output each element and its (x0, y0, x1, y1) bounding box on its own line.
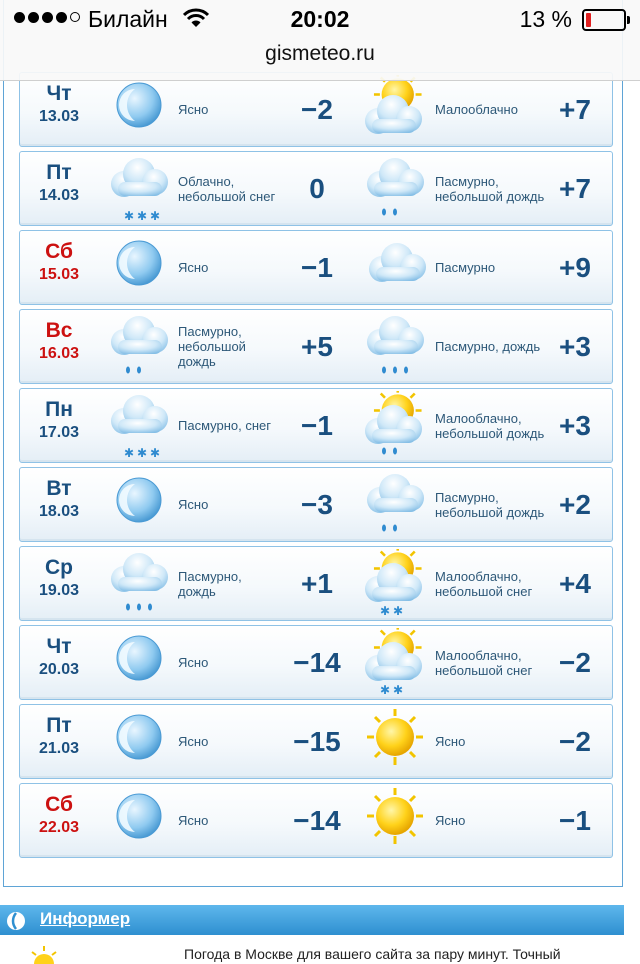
night-description: Ясно (178, 497, 209, 512)
svg-text:✱: ✱ (150, 209, 161, 222)
day-description: Малооблачно, небольшой дождь (435, 410, 545, 441)
svg-text:✱: ✱ (380, 683, 391, 696)
cloud-icon (360, 233, 430, 301)
battery-icon (582, 9, 626, 31)
day-temperature: +4 (559, 568, 591, 599)
moon-icon (104, 786, 174, 854)
forecast-row[interactable] (19, 72, 613, 147)
day-of-week: Пт (46, 714, 72, 737)
night-temperature: −1 (301, 410, 333, 441)
day-of-week: Чт (46, 635, 72, 658)
day-temperature: +3 (559, 410, 591, 441)
url-bar[interactable]: gismeteo.ru (265, 42, 375, 65)
svg-text:✱: ✱ (150, 446, 161, 459)
date: 19.03 (38, 582, 80, 599)
day-description: Пасмурно, дождь (435, 339, 541, 354)
day-temperature: +7 (559, 94, 591, 125)
sun-cloud-icon (360, 75, 430, 143)
moon-icon (104, 470, 174, 538)
night-temperature: −14 (293, 647, 341, 678)
forecast-row[interactable] (19, 151, 613, 226)
sun-icon (360, 707, 430, 775)
day-description: Пасмурно, небольшой дождь (435, 173, 545, 204)
forecast-row[interactable] (19, 388, 613, 463)
forecast-row[interactable] (19, 704, 613, 779)
sun-cloud-snow-icon (360, 628, 430, 696)
day-description: Малооблачно, небольшой снег (435, 647, 533, 678)
moon-icon (104, 75, 174, 143)
date: 20.03 (38, 661, 80, 678)
day-label (20, 626, 98, 679)
sun-cloud-snow-icon (360, 549, 430, 617)
day-of-week: Чт (46, 82, 72, 105)
forecast-row[interactable] (19, 309, 613, 384)
night-temperature: −3 (301, 489, 333, 520)
cloud-rain-icon (104, 312, 174, 380)
day-of-week: Пт (46, 161, 72, 184)
date: 15.03 (38, 266, 80, 283)
cloud-heavy-rain-icon (104, 549, 174, 617)
day-of-week: Ср (45, 556, 73, 579)
date: 18.03 (38, 503, 80, 520)
night-temperature: −14 (293, 805, 341, 836)
forecast-row[interactable] (19, 230, 613, 305)
day-label (20, 784, 98, 837)
forecast-row[interactable] (19, 625, 613, 700)
day-temperature: −1 (559, 805, 591, 836)
day-temperature: −2 (559, 647, 591, 678)
day-description: Малооблачно, небольшой снег (435, 568, 533, 599)
day-of-week: Пн (45, 398, 73, 421)
sun-cloud-rain-icon (360, 391, 430, 459)
svg-text:✱: ✱ (137, 446, 148, 459)
day-temperature: +2 (559, 489, 591, 520)
day-label (20, 468, 98, 521)
night-temperature: −1 (301, 252, 333, 283)
night-description: Ясно (178, 734, 209, 749)
svg-text:✱: ✱ (124, 446, 135, 459)
day-of-week: Вт (46, 477, 72, 500)
day-description: Ясно (435, 813, 466, 828)
sun-icon (24, 944, 64, 964)
moon-icon (104, 707, 174, 775)
cloud-heavy-rain-icon (360, 312, 430, 380)
cloud-snow-icon (104, 391, 174, 459)
sun-icon (360, 786, 430, 854)
day-temperature: +7 (559, 173, 591, 204)
night-description: Облачно, небольшой снег (178, 173, 276, 204)
moon-icon (104, 233, 174, 301)
night-temperature: +1 (301, 568, 333, 599)
svg-text:✱: ✱ (393, 604, 404, 617)
svg-text:✱: ✱ (137, 209, 148, 222)
date: 13.03 (38, 108, 80, 125)
day-label (20, 547, 98, 600)
forecast-row[interactable] (19, 467, 613, 542)
carrier-name: Билайн (88, 6, 168, 32)
day-description: Малооблачно (435, 102, 518, 117)
night-description: Ясно (178, 260, 209, 275)
date: 22.03 (38, 819, 80, 836)
night-description: Пасмурно, небольшой дождь (178, 324, 246, 369)
cloud-snow-icon (104, 154, 174, 222)
day-label (20, 310, 98, 363)
svg-text:✱: ✱ (124, 209, 135, 222)
moon-icon (104, 628, 174, 696)
status-bar (0, 0, 640, 81)
day-temperature: −2 (559, 726, 591, 757)
gismeteo-logo-icon (6, 909, 26, 931)
battery-percent: 13 % (519, 6, 572, 32)
informer-header (0, 905, 624, 935)
day-label (20, 152, 98, 205)
day-description: Пасмурно (435, 260, 496, 275)
day-description: Пасмурно, небольшой дождь (435, 489, 545, 520)
day-of-week: Вс (45, 319, 73, 342)
night-description: Ясно (178, 655, 209, 670)
svg-text:✱: ✱ (393, 683, 404, 696)
day-temperature: +9 (559, 252, 591, 283)
day-temperature: +3 (559, 331, 591, 362)
date: 16.03 (38, 345, 80, 362)
informer-promo-text: Погода в Москве для вашего сайта за пару минут. Точный (184, 946, 561, 962)
day-description: Ясно (435, 734, 466, 749)
clock: 20:02 (290, 6, 350, 32)
date: 14.03 (38, 187, 80, 204)
cloud-rain-icon (360, 470, 430, 538)
date: 17.03 (38, 424, 80, 441)
night-description: Пасмурно, снег (178, 418, 272, 433)
night-temperature: +5 (301, 331, 333, 362)
day-label (20, 705, 98, 758)
night-temperature: 0 (309, 173, 325, 204)
day-label (20, 389, 98, 442)
night-description: Ясно (178, 102, 209, 117)
day-label (20, 231, 98, 284)
forecast-row[interactable] (19, 783, 613, 858)
forecast-row[interactable] (19, 546, 613, 621)
cloud-rain-icon (360, 154, 430, 222)
night-description: Пасмурно, дождь (178, 568, 242, 599)
day-of-week: Сб (45, 793, 73, 816)
svg-text:✱: ✱ (380, 604, 391, 617)
night-description: Ясно (178, 813, 209, 828)
date: 21.03 (38, 740, 80, 757)
day-of-week: Сб (45, 240, 73, 263)
night-temperature: −15 (293, 726, 341, 757)
informer-link[interactable]: Информер (40, 909, 131, 928)
night-temperature: −2 (301, 94, 333, 125)
forecast-frame (3, 0, 623, 887)
